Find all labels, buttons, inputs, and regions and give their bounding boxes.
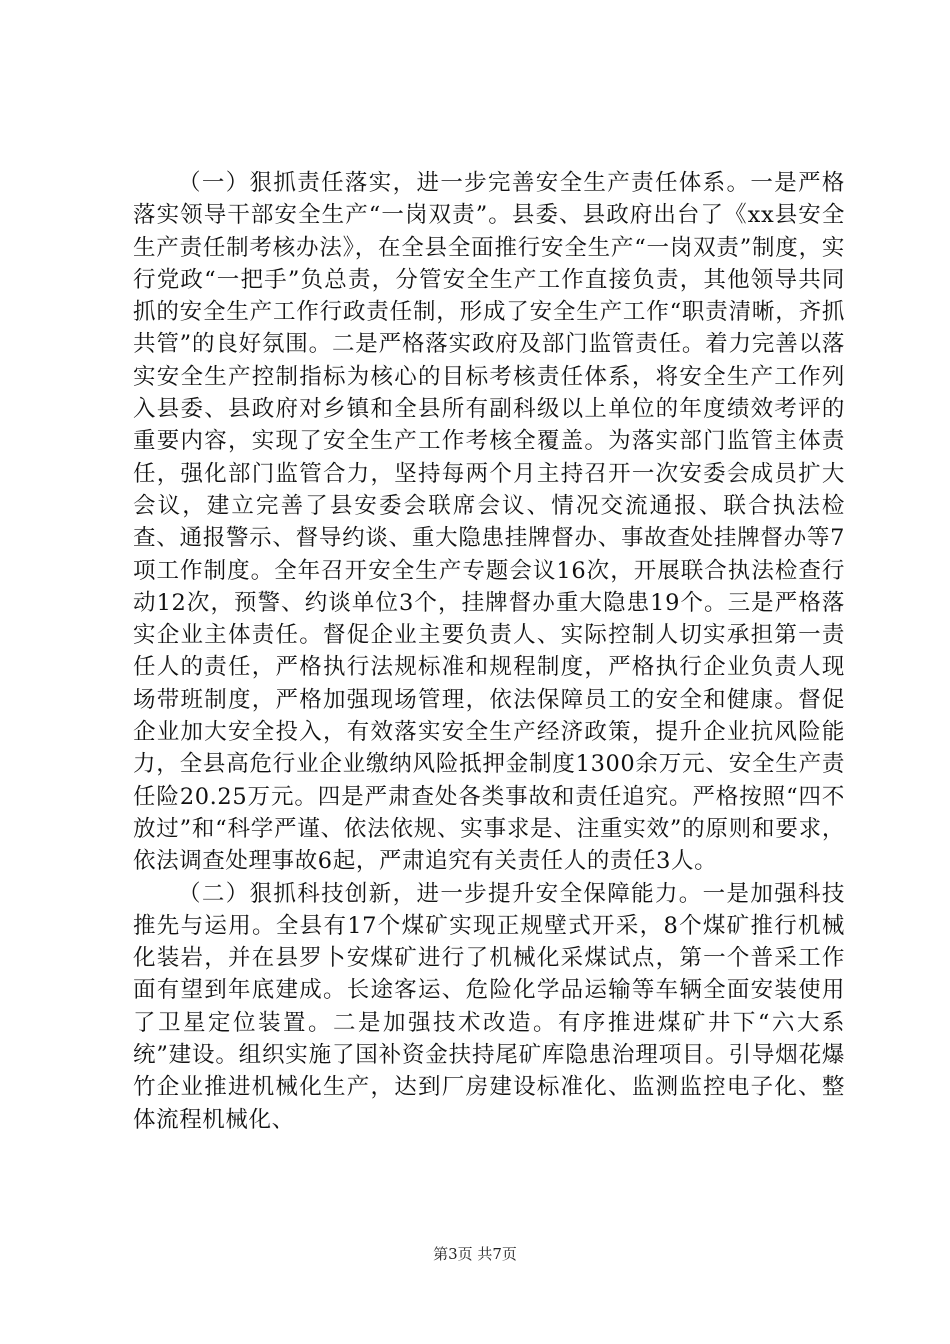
paragraph-technology: （二）狠抓科技创新，进一步提升安全保障能力。一是加强科技推先与运用。全县有17个煤矿实现正规壁式开采，8个煤矿推行机械化装岩，并在县罗卜安煤矿进行了机械化采煤试点，第一个普采工作面有望到年底建成。长途客运、危险化学品运输等车辆全面安装使用了卫星定位装置。二是加强技术改造。有序推进煤矿井下“六大系统”建设。组织实施了国补资金扶持尾矿库隐患治理项目。引导烟花爆竹企业推进机械化生产，达到厂房建设标准化、监测监控电子化、整体流程机械化、 (133, 880, 845, 1133)
document-body (133, 167, 845, 1136)
page-number-footer: 第3页 共7页 (433, 1245, 517, 1263)
paragraph-responsibility: （一）狠抓责任落实，进一步完善安全生产责任体系。一是严格落实领导干部安全生产“一岗双责”。县委、县政府出台了《xx县安全生产责任制考核办法》，在全县全面推行安全生产“一岗双责”制度，实行党政“一把手”负总责，分管安全生产工作直接负责，其他领导共同抓的安全生产工作行政责任制，形成了安全生产工作“职责清晰，齐抓共管”的良好氛围。二是严格落实政府及部门监管责任。着力完善以落实安全生产控制指标为核心的目标考核责任体系，将安全生产工作列入县委、县政府对乡镇和全县所有副科级以上单位的年度绩效考评的重要内容，实现了安全生产工作考核全覆盖。为落实部门监管主体责任，强化部门监管合力，坚持每两个月主持召开一次安委会成员扩大会议，建立完善了县安委会联席会议、情况交流通报、联合执法检查、通报警示、督导约谈、重大隐患挂牌督办、事故查处挂牌督办等7项工作制度。全年召开安全生产专题会议16次，开展联合执法检查行动12次，预警、约谈单位3个，挂牌督办重大隐患19个。三是严格落实企业主体责任。督促企业主要负责人、实际控制人切实承担第一责任人的责任，严格执行法规标准和规程制度，严格执行企业负责人现场带班制度，严格加强现场管理，依法保障员工的安全和健康。督促企业加大安全投入，有效落实安全生产经济政策，提升企业抗风险能力，全县高危行业企业缴纳风险抵押金制度1300余万元、安全生产责任险20.25万元。四是严肃查处各类事故和责任追究。严格按照“四不放过”和“科学严谨、依法依规、实事求是、注重实效”的原则和要求，依法调查处理事故6起，严肃追究有关责任人的责任3人。 (133, 170, 845, 875)
